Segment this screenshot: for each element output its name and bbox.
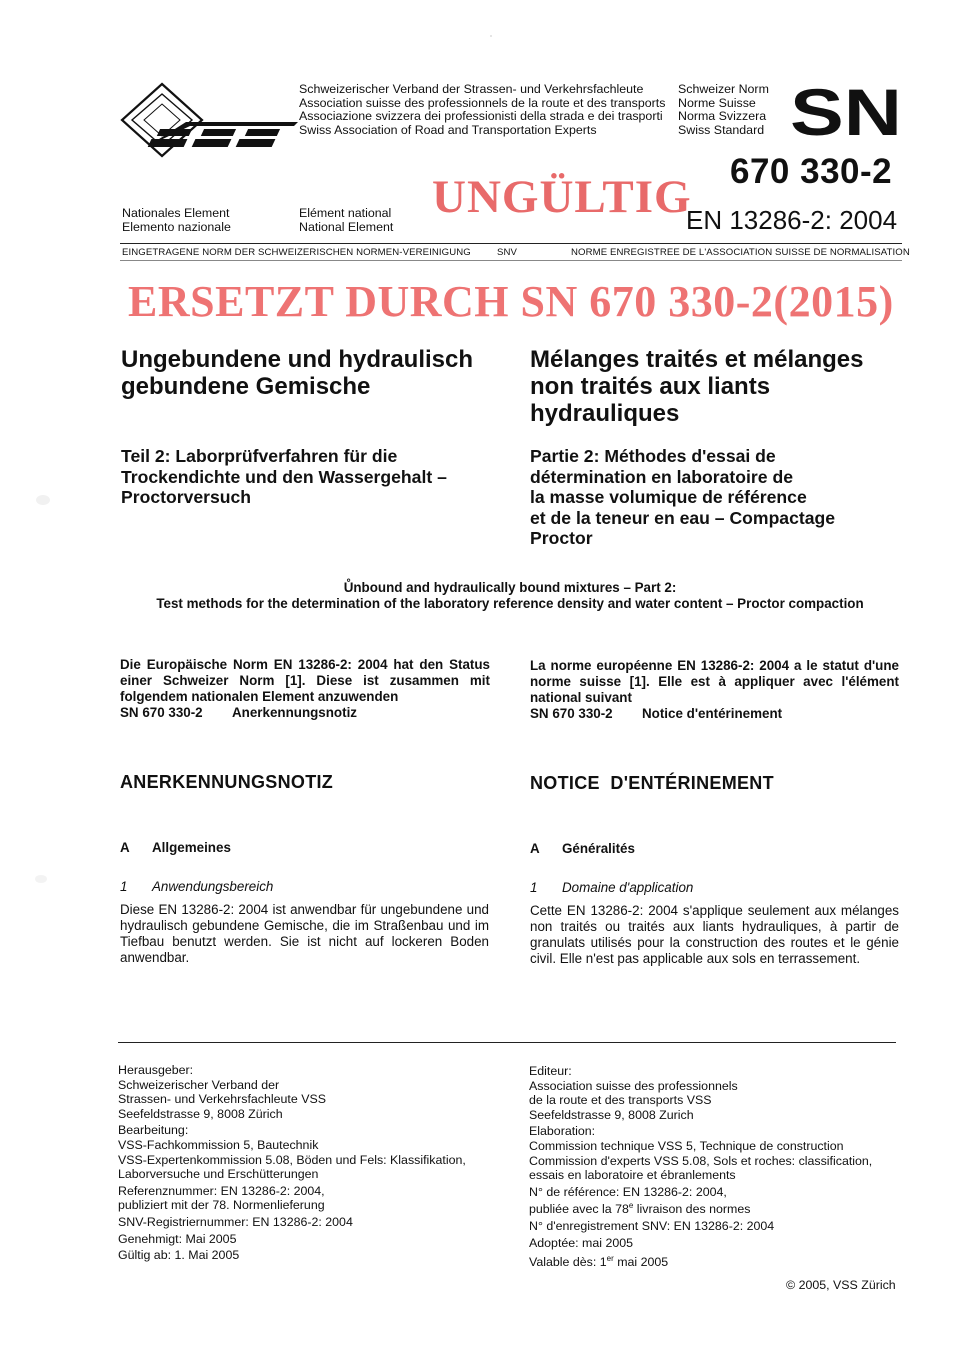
subtitle-line: Partie 2: Méthodes d'essai de [530,446,776,466]
subsubsection-number: 1 [120,879,128,894]
registered-snv: SNV [497,247,518,258]
subtitle-line: détermination en laboratoire de [530,466,793,487]
imprint-text: livraison des normes [633,1202,751,1217]
norm-type-line: Norme Suisse [678,95,756,110]
title-fr [530,346,863,427]
national-element-label-fr [299,207,393,234]
title-en-line: Ůnbound and hydraulically bound mixtures – Part 2: [343,580,677,595]
imprint-line: Seefeldstrasse 9, 8008 Zürich [118,1106,283,1121]
subsubsection-heading-de [120,879,273,894]
imprint-line: VSS-Fachkommission 5, Bautechnik [118,1137,319,1152]
scan-speck [490,35,492,37]
sn-logo [790,86,902,138]
imprint-line: Strassen- und Verkehrsfachleute VSS [118,1092,327,1107]
replaced-by-stamp: ERSETZT DURCH SN 670 330-2(2015) [128,277,894,326]
ordinal-suffix: e [628,1201,634,1211]
ordinal-suffix: er [606,1254,614,1264]
intro-fr [530,658,899,722]
subsection-letter: A [120,840,130,855]
imprint-label: Bearbeitung: [118,1123,189,1138]
subsection-letter: A [530,841,540,856]
imprint-label: Editeur: [529,1064,572,1078]
national-element-label-de [122,207,231,234]
imprint-line: Genehmigt: Mai 2005 [118,1231,237,1246]
imprint-line: N° de référence: EN 13286-2: 2004, [529,1184,727,1199]
imprint-de [118,1063,466,1263]
subsubsection-heading-fr [530,880,693,895]
imprint-line: Commission technique VSS 5, Technique de construction [529,1138,844,1153]
registered-norm-de: EINGETRAGENE NORM DER SCHWEIZERISCHEN NORMEN-VEREINIGUNG [122,247,471,258]
title-line: Mélanges traités et mélanges [530,346,864,373]
imprint-line: Association suisse des professionnels [529,1078,738,1093]
intro-text: La norme européenne EN 13286-2: 2004 a le statut d'une norme suisse [1]. Elle est à appliquer avec l'élément national suivant [530,658,899,705]
imprint-line: Laborversuche und Erschütterungen [118,1167,319,1182]
title-line: gebundene Gemische [121,373,371,400]
subtitle-line: Proctor [530,528,593,548]
imprint-line: Referenznummer: EN 13286-2: 2004, [118,1183,325,1198]
subsubsection-label: Anwendungsbereich [152,879,274,894]
imprint-text: mai 2005 [613,1255,669,1270]
subsubsection-number: 1 [530,880,538,895]
subtitle-fr [530,446,835,549]
title-line: non traités aux liants [530,373,771,400]
subtitle-line: Teil 2: Laborprüfverfahren für die [121,446,398,466]
association-line: Swiss Association of Road and Transportation Experts [299,122,597,137]
association-line: Associazione svizzera dei professionisti della strada e dei trasporti [299,109,663,124]
imprint-line: de la route et des transports VSS [529,1093,712,1108]
association-names [299,83,665,137]
scan-speck [35,875,47,883]
subsection-label: Généralités [562,841,635,856]
intro-code-label: Anerkennungsnotiz [232,705,357,720]
subtitle-line: Proctorversuch [121,487,252,507]
subtitle-line: Trockendichte und den Wassergehalt – [121,466,447,487]
imprint-text: Valable dès: 1 [529,1255,607,1270]
header-rule [120,243,902,244]
imprint-line: publiziert mit der 78. Normenlieferung [118,1198,325,1213]
association-line: Association suisse des professionnels de la route et des transports [299,95,666,110]
title-de [121,346,473,400]
norm-number: 670 330-2 [730,152,893,191]
imprint-line: Seefeldstrasse 9, 8008 Zurich [529,1107,694,1122]
title-en [60,580,960,613]
norm-type-line: Schweizer Norm [678,82,769,96]
intro-code-line [120,705,490,721]
association-line: Schweizerischer Verband der Strassen- und Verkehrsfachleute [299,82,644,96]
imprint-line: essais en laboratoire et ébranlements [529,1168,736,1183]
title-en-line: Test methods for the determination of the laboratory reference density and water content – Proctor compaction [156,596,864,612]
registered-norm-fr: NORME ENREGISTREE DE L'ASSOCIATION SUISSE DE NORMALISATION [571,247,910,258]
title-line: hydrauliques [530,400,680,427]
scope-text-de: Diese EN 13286-2: 2004 ist anwendbar für ungebundene und hydraulisch gebundene Gemische, die im Straßenbau und im Tiefbau benutzt werden. Sie ist nicht auf lockeren Boden anwendbar. [120,902,489,965]
intro-code: SN 670 330-2 [120,705,203,720]
section-title-de: ANERKENNUNGSNOTIZ [120,772,334,792]
subsection-label: Allgemeines [152,840,231,855]
imprint-line [529,1252,872,1270]
invalid-stamp: UNGÜLTIG [432,171,692,223]
en-reference: EN 13286-2: 2004 [686,205,898,235]
imprint-text: publiée avec la 78 [529,1202,629,1217]
sn-logo-text: SN [790,86,902,138]
subtitle-de [121,446,447,508]
subsection-heading-de [120,840,231,855]
section-title-fr: NOTICE D'ENTÉRINEMENT [530,773,774,793]
subsection-heading-fr [530,841,635,856]
vss-logo [120,82,300,160]
imprint-line: N° d'enregistrement SNV: EN 13286-2: 2004 [529,1219,775,1234]
intro-code: SN 670 330-2 [530,706,613,721]
imprint-line [529,1199,872,1217]
intro-text: Die Europäische Norm EN 13286-2: 2004 hat den Status einer Schweizer Norm [1]. Diese ist zusammen mit folgendem nationalen Element anzuwenden [120,657,490,704]
intro-de [120,657,490,721]
scope-text-fr: Cette EN 13286-2: 2004 s'applique seulement aux mélanges non traités ou traités aux liants hydrauliques, à partir de granulats utilisés pour la construction des routes et le génie civil. Elle n'est pas applicable aux sols en terrassement. [530,903,899,966]
imprint-label: Elaboration: [529,1124,596,1139]
intro-code-line [530,706,899,722]
imprint-line: Schweizerischer Verband der [118,1077,280,1092]
national-element-line: Elemento nazionale [122,219,231,234]
imprint-line: Gültig ab: 1. Mai 2005 [118,1248,240,1263]
footer-rule [118,1042,896,1043]
national-element-line: Nationales Element [122,206,230,220]
header-rule-lower [120,260,902,261]
subtitle-line: et de la teneur en eau – Compactage [530,507,836,528]
title-line: Ungebundene und hydraulisch [121,346,474,373]
imprint-line: Commission d'experts VSS 5.08, Sols et roches: classification, [529,1153,873,1168]
norm-type-labels [678,83,769,137]
imprint-line: VSS-Expertenkommission 5.08, Böden und Fels: Klassifikation, [118,1152,466,1167]
imprint-label: Herausgeber: [118,1063,194,1077]
national-element-line: National Element [299,219,394,234]
imprint-line: Adoptée: mai 2005 [529,1235,634,1250]
norm-type-line: Swiss Standard [678,122,765,137]
national-element-line: Elément national [299,206,392,220]
imprint-fr [529,1064,872,1270]
copyright: © 2005, VSS Zürich [786,1278,896,1292]
imprint-line: SNV-Registriernummer: EN 13286-2: 2004 [118,1214,353,1229]
subtitle-line: la masse volumique de référence [530,487,807,507]
norm-type-line: Norma Svizzera [678,109,767,124]
subsubsection-label: Domaine d'application [562,880,694,895]
intro-code-label: Notice d'entérinement [642,706,783,721]
scan-speck [36,495,50,505]
